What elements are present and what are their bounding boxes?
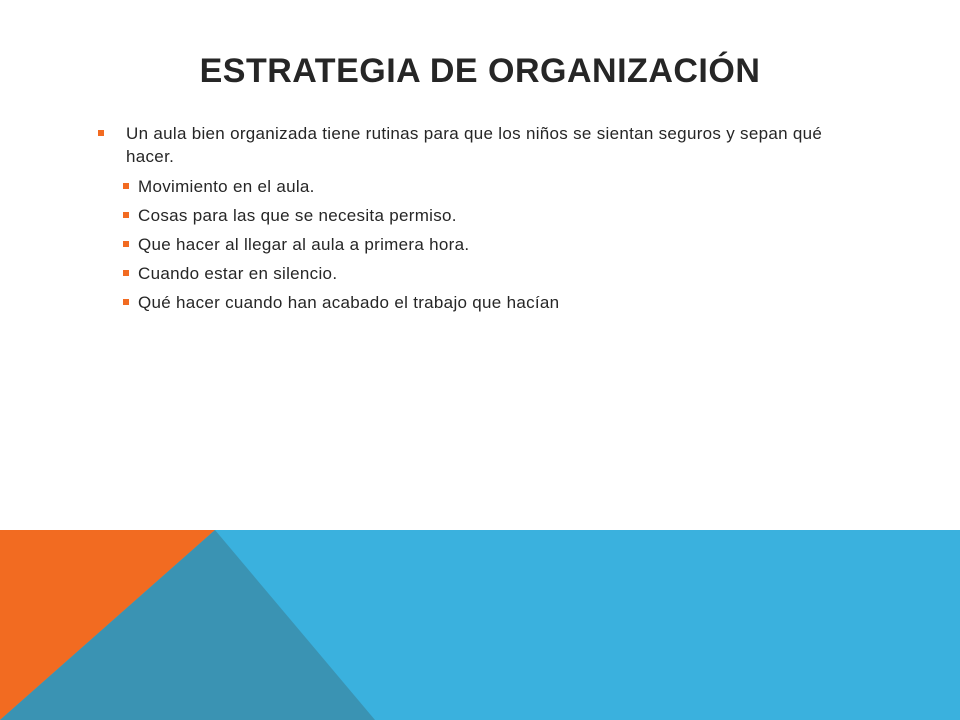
sub-bullet-item	[96, 262, 826, 285]
decorative-footer-band	[0, 530, 960, 720]
sub-bullet-item	[96, 291, 826, 314]
sub-bullet-text: Que hacer al llegar al aula a primera hora.	[138, 235, 470, 254]
square-bullet-icon	[98, 130, 104, 136]
sub-bullet-text: Movimiento en el aula.	[138, 177, 315, 196]
bullet-text: Un aula bien organizada tiene rutinas para que los niños se sientan seguros y sepan qué hacer.	[126, 124, 823, 166]
square-bullet-icon	[123, 183, 129, 189]
bullet-list	[96, 122, 826, 320]
sub-bullet-text: Qué hacer cuando han acabado el trabajo que hacían	[138, 293, 560, 312]
slide-title: ESTRATEGIA DE ORGANIZACIÓN	[199, 52, 761, 90]
bullet-item-main	[96, 122, 826, 168]
square-bullet-icon	[123, 212, 129, 218]
sub-bullet-text: Cosas para las que se necesita permiso.	[138, 206, 457, 225]
sub-bullet-item	[96, 233, 826, 256]
sub-bullet-item	[96, 175, 826, 198]
sub-bullet-item	[96, 204, 826, 227]
sub-bullet-text: Cuando estar en silencio.	[138, 264, 338, 283]
square-bullet-icon	[123, 299, 129, 305]
square-bullet-icon	[123, 270, 129, 276]
square-bullet-icon	[123, 241, 129, 247]
